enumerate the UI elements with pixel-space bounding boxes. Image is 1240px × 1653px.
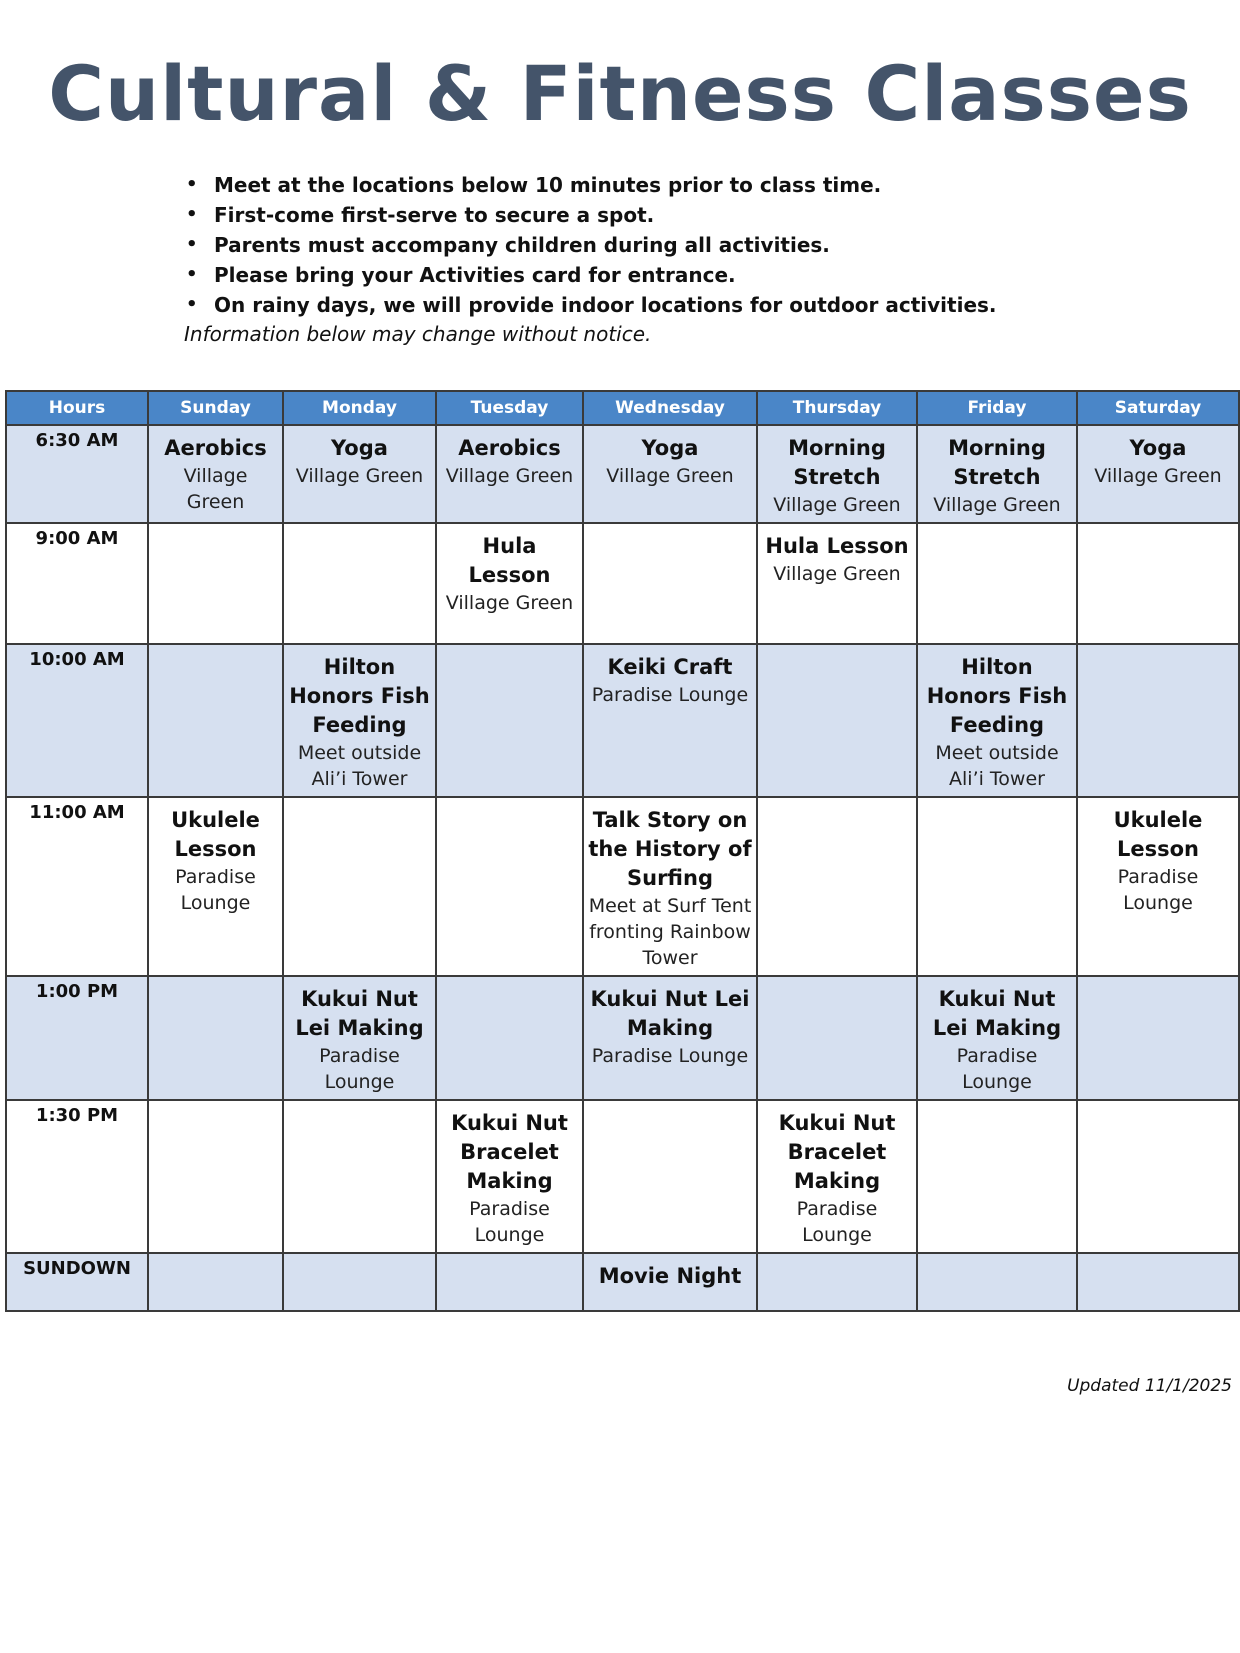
- schedule-cell-friday: [917, 1253, 1077, 1311]
- hour-cell: 9:00 AM: [6, 523, 148, 644]
- activity-location: Village Green: [933, 494, 1061, 516]
- schedule-cell-friday: [917, 644, 1077, 797]
- schedule-cell-friday: [917, 425, 1077, 523]
- schedule-cell-thursday: [757, 1100, 917, 1253]
- hour-cell: SUNDOWN: [6, 1253, 148, 1311]
- column-header-saturday: Saturday: [1077, 391, 1239, 425]
- schedule-cell-wednesday: [583, 1100, 757, 1253]
- activity-location: Paradise Lounge: [591, 684, 749, 706]
- schedule-cell-thursday: [757, 425, 917, 523]
- schedule-cell-friday: [917, 523, 1077, 644]
- activity-name: Yoga: [1129, 436, 1187, 460]
- schedule-cell-saturday: [1077, 644, 1239, 797]
- note-item: • On rainy days, we will provide indoor locations for outdoor activities.: [184, 290, 1084, 320]
- activity-location: Village Green: [445, 592, 574, 614]
- schedule-cell-wednesday: [583, 425, 757, 523]
- schedule-cell-saturday: [1077, 1253, 1239, 1311]
- column-header-monday: Monday: [283, 391, 436, 425]
- activity-location: Village Green: [773, 563, 901, 585]
- schedule-cell-wednesday: [583, 976, 757, 1100]
- schedule-cell-saturday: [1077, 1100, 1239, 1253]
- schedule-row: [6, 797, 1239, 976]
- schedule-cell-friday: [917, 976, 1077, 1100]
- activity-name: Aerobics: [164, 436, 267, 460]
- schedule-cell-sunday: [148, 1100, 283, 1253]
- activity-location: Village Green: [773, 494, 901, 516]
- activity-name: Kukui Nut Bracelet Making: [778, 1111, 896, 1193]
- schedule-cell-monday: [283, 644, 436, 797]
- activity-location: Village Green: [1094, 465, 1222, 487]
- hour-cell: 11:00 AM: [6, 797, 148, 976]
- activity-name: Talk Story on the History of Surfing: [588, 808, 752, 890]
- hour-cell: 1:00 PM: [6, 976, 148, 1100]
- schedule-cell-thursday: [757, 644, 917, 797]
- schedule-cell-saturday: [1077, 976, 1239, 1100]
- disclaimer-text: Information below may change without notice.: [184, 322, 652, 346]
- schedule-cell-sunday: [148, 1253, 283, 1311]
- schedule-cell-monday: [283, 797, 436, 976]
- activity-location: Paradise Lounge: [319, 1045, 400, 1093]
- schedule-header-row: [6, 391, 1239, 425]
- column-header-wednesday: Wednesday: [583, 391, 757, 425]
- activity-name: Ukulele Lesson: [171, 808, 260, 861]
- schedule-cell-thursday: [757, 976, 917, 1100]
- schedule-cell-tuesday: [436, 523, 583, 644]
- activity-name: Keiki Craft: [607, 655, 733, 679]
- activity-location: Paradise Lounge: [591, 1045, 749, 1067]
- note-item: • Parents must accompany children during all activities.: [184, 230, 1084, 260]
- schedule-row: [6, 644, 1239, 797]
- activity-location: Meet outside Ali’i Tower: [935, 742, 1059, 790]
- updated-date: Updated 11/1/2025: [1067, 1376, 1232, 1396]
- schedule-cell-tuesday: [436, 976, 583, 1100]
- activity-location: Paradise Lounge: [1117, 866, 1199, 914]
- schedule-cell-wednesday: [583, 644, 757, 797]
- schedule-cell-monday: [283, 976, 436, 1100]
- schedule-row: [6, 523, 1239, 644]
- schedule-cell-tuesday: [436, 1253, 583, 1311]
- schedule-cell-monday: [283, 1253, 436, 1311]
- column-header-friday: Friday: [917, 391, 1077, 425]
- column-header-sunday: Sunday: [148, 391, 283, 425]
- schedule-cell-thursday: [757, 1253, 917, 1311]
- schedule-row: [6, 1253, 1239, 1311]
- schedule-cell-thursday: [757, 797, 917, 976]
- activity-name: Aerobics: [458, 436, 561, 460]
- activity-location: Meet at Surf Tent fronting Rainbow Tower: [588, 895, 752, 969]
- activity-name: Kukui Nut Lei Making: [295, 987, 424, 1040]
- activity-name: Yoga: [641, 436, 699, 460]
- activity-name: Kukui Nut Lei Making: [932, 987, 1062, 1040]
- schedule-cell-sunday: [148, 644, 283, 797]
- note-item: • First-come first-serve to secure a spot.: [184, 200, 1084, 230]
- column-header-tuesday: Tuesday: [436, 391, 583, 425]
- schedule-cell-wednesday: [583, 797, 757, 976]
- column-header-thursday: Thursday: [757, 391, 917, 425]
- page-title: Cultural & Fitness Classes: [48, 49, 1192, 138]
- activity-name: Hilton Honors Fish Feeding: [289, 655, 430, 737]
- hour-cell: 6:30 AM: [6, 425, 148, 523]
- activity-name: Yoga: [331, 436, 388, 460]
- activity-location: Paradise Lounge: [469, 1198, 550, 1246]
- activity-name: Morning Stretch: [788, 436, 886, 489]
- schedule-cell-tuesday: [436, 797, 583, 976]
- activity-name: Kukui Nut Bracelet Making: [451, 1111, 568, 1193]
- schedule-row: [6, 1100, 1239, 1253]
- schedule-cell-saturday: [1077, 425, 1239, 523]
- activity-name: Morning Stretch: [948, 436, 1046, 489]
- activity-location: Village Green: [606, 465, 734, 487]
- schedule-row: [6, 976, 1239, 1100]
- activity-name: Hula Lesson: [468, 534, 551, 587]
- activity-location: Village Green: [445, 465, 574, 487]
- schedule-cell-saturday: [1077, 797, 1239, 976]
- schedule-cell-monday: [283, 425, 436, 523]
- schedule-cell-friday: [917, 1100, 1077, 1253]
- activity-location: Paradise Lounge: [796, 1198, 878, 1246]
- note-item: • Please bring your Activities card for entrance.: [184, 260, 1084, 290]
- activity-location: Village Green: [183, 465, 248, 513]
- schedule-cell-thursday: [757, 523, 917, 644]
- schedule-cell-sunday: [148, 523, 283, 644]
- schedule-row: [6, 425, 1239, 523]
- activity-name: Hula Lesson: [765, 534, 909, 558]
- activity-name: Hilton Honors Fish Feeding: [926, 655, 1068, 737]
- schedule-cell-tuesday: [436, 644, 583, 797]
- schedule-cell-sunday: [148, 425, 283, 523]
- schedule-cell-sunday: [148, 797, 283, 976]
- activity-name: Ukulele Lesson: [1113, 808, 1203, 861]
- schedule-cell-saturday: [1077, 523, 1239, 644]
- activity-name: Movie Night: [598, 1264, 742, 1288]
- schedule-cell-tuesday: [436, 1100, 583, 1253]
- schedule-table: [5, 390, 1240, 1312]
- notes-list: [184, 170, 1084, 320]
- schedule-cell-wednesday: [583, 523, 757, 644]
- hour-cell: 1:30 PM: [6, 1100, 148, 1253]
- activity-location: Paradise Lounge: [175, 866, 256, 914]
- note-item: • Meet at the locations below 10 minutes prior to class time.: [184, 170, 1084, 200]
- schedule-cell-friday: [917, 797, 1077, 976]
- column-header-hours: Hours: [6, 391, 148, 425]
- schedule-cell-monday: [283, 1100, 436, 1253]
- schedule-cell-sunday: [148, 976, 283, 1100]
- activity-location: Village Green: [295, 465, 424, 487]
- activity-location: Meet outside Ali’i Tower: [297, 742, 422, 790]
- activity-name: Kukui Nut Lei Making: [590, 987, 750, 1040]
- activity-location: Paradise Lounge: [956, 1045, 1038, 1093]
- schedule-cell-monday: [283, 523, 436, 644]
- hour-cell: 10:00 AM: [6, 644, 148, 797]
- schedule-body: [6, 425, 1239, 1311]
- schedule-cell-wednesday: [583, 1253, 757, 1311]
- schedule-cell-tuesday: [436, 425, 583, 523]
